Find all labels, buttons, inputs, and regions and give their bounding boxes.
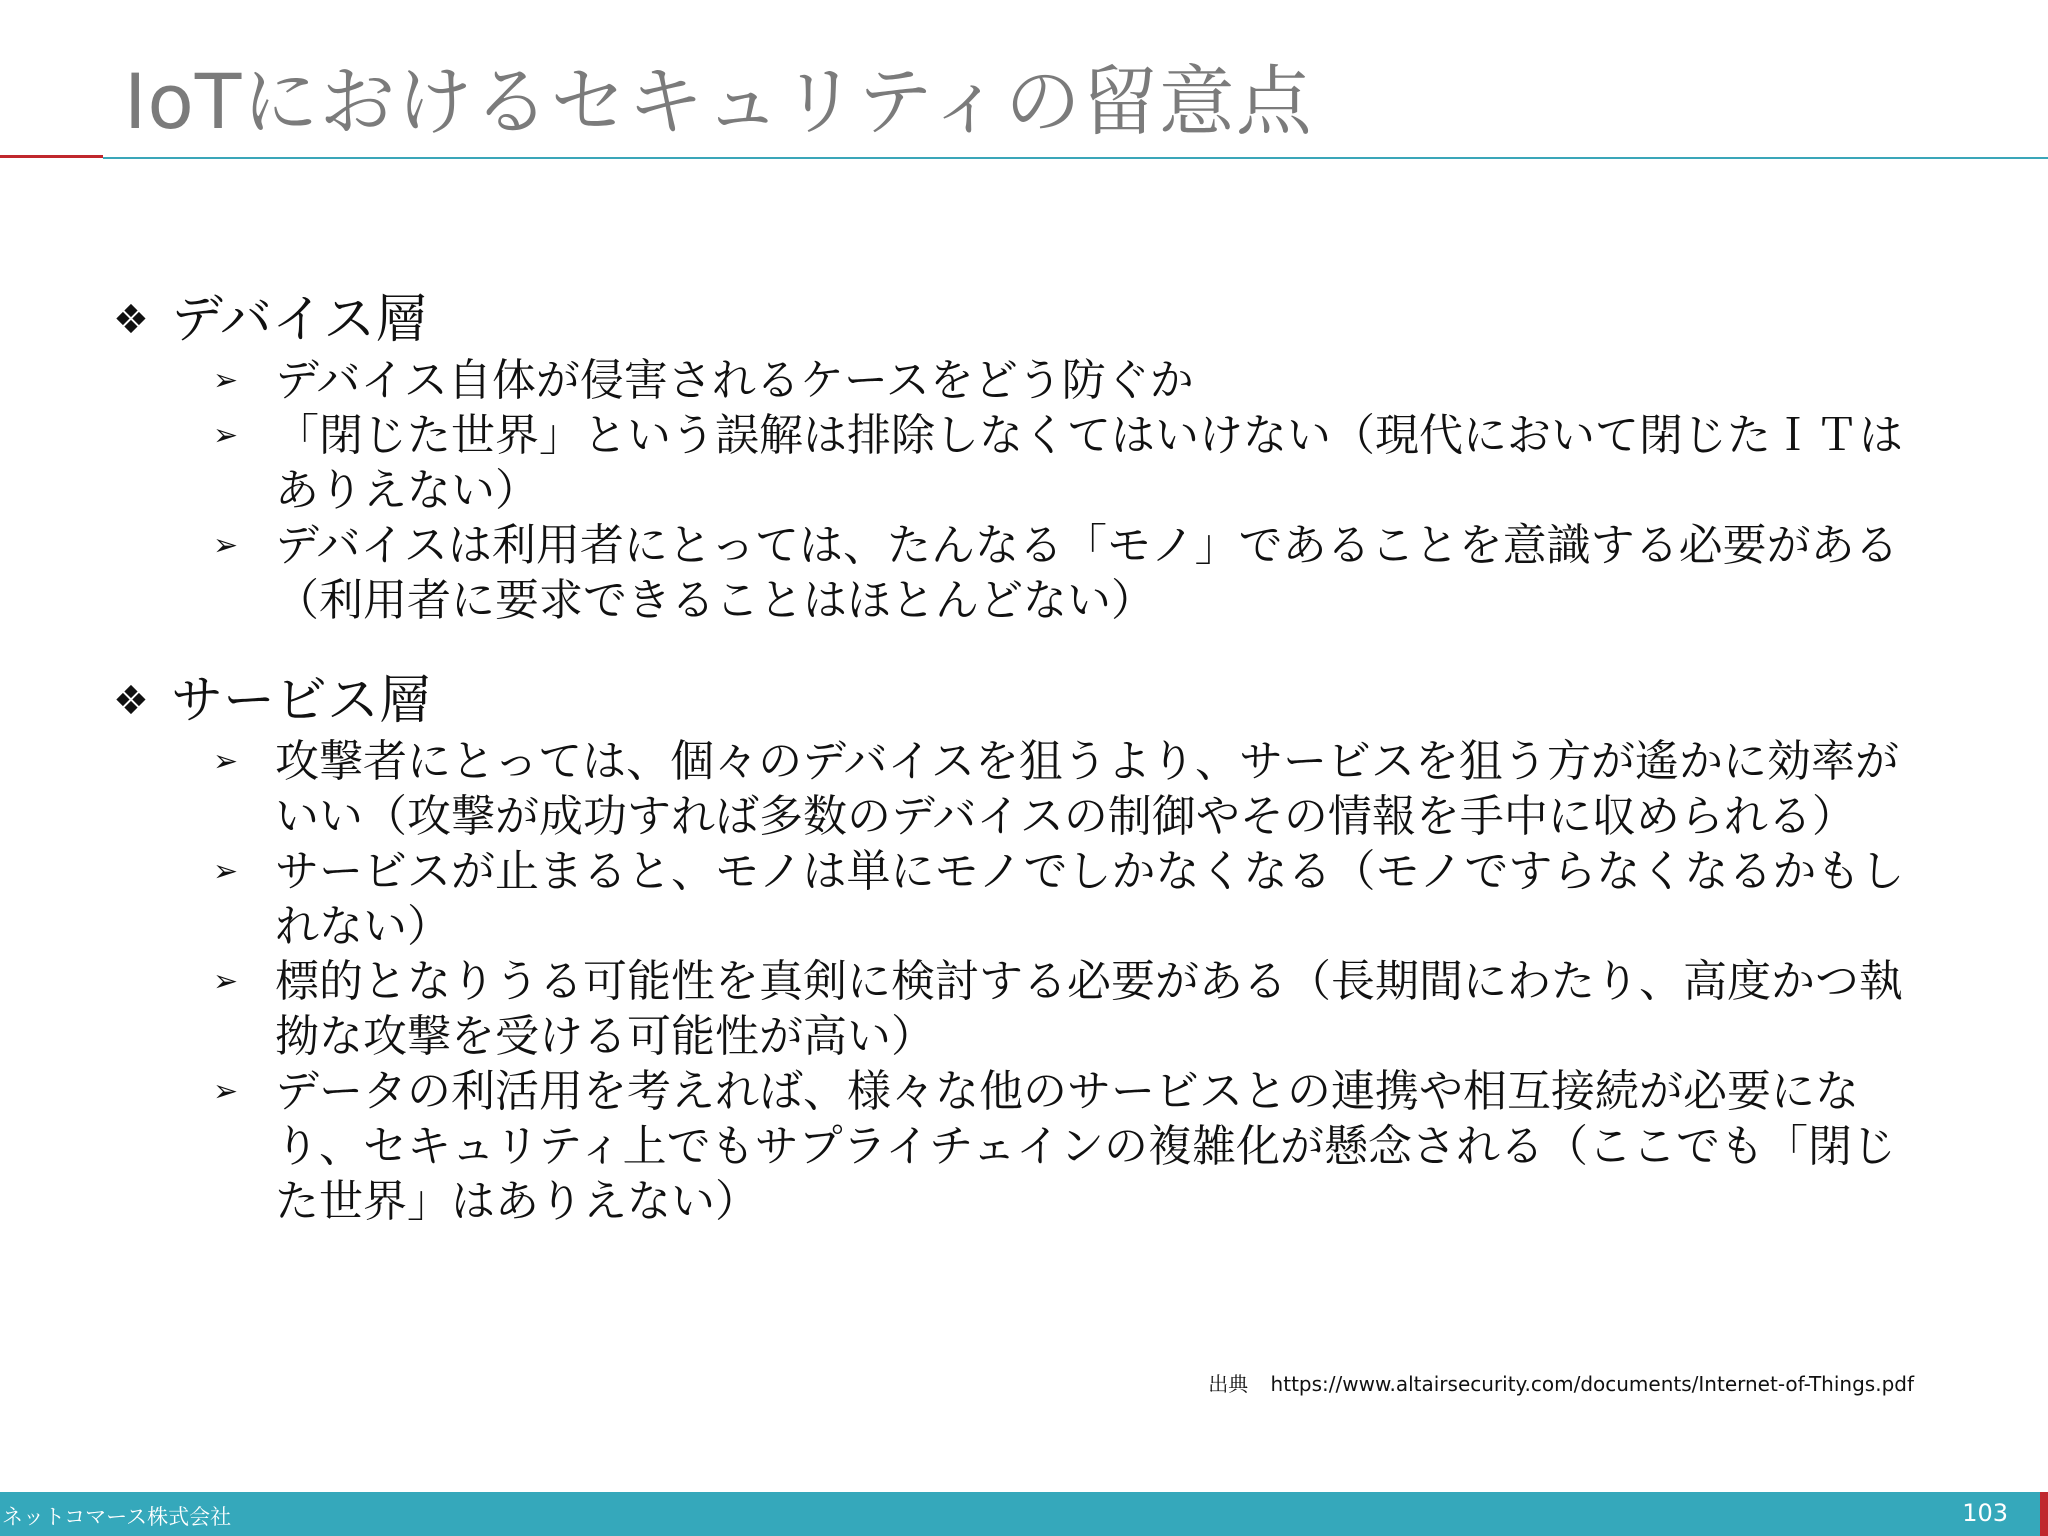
section-device-layer bbox=[113, 287, 1923, 628]
arrow-bullet-icon: ➢ bbox=[213, 1074, 239, 1109]
list-item bbox=[213, 954, 1923, 1064]
arrow-bullet-icon: ➢ bbox=[213, 528, 239, 563]
section-service-layer bbox=[113, 668, 1923, 1229]
slide-content bbox=[113, 287, 1923, 1229]
footer-accent bbox=[2040, 1492, 2048, 1536]
list-item bbox=[213, 408, 1923, 518]
title-rule-accent bbox=[0, 155, 103, 158]
bullet-text: 標的となりうる可能性を真剣に検討する必要がある（長期間にわたり、高度かつ執拗な攻撃を受ける可能性が高い） bbox=[275, 956, 1903, 1062]
section-heading bbox=[113, 287, 1923, 353]
arrow-bullet-icon: ➢ bbox=[213, 964, 239, 999]
section-heading-text: サービス層 bbox=[171, 671, 432, 731]
arrow-bullet-icon: ➢ bbox=[213, 418, 239, 453]
bullet-text: サービスが止まると、モノは単にモノでしかなくなる（モノですらなくなるかもしれない） bbox=[275, 846, 1905, 952]
list-item bbox=[213, 734, 1923, 844]
diamond-bullet-icon: ❖ bbox=[113, 678, 149, 724]
bullet-text: 「閉じた世界」という誤解は排除しなくてはいけない（現代において閉じたＩＴはありえない） bbox=[275, 410, 1903, 516]
arrow-bullet-icon: ➢ bbox=[213, 363, 239, 398]
title-rule bbox=[103, 157, 2048, 159]
diamond-bullet-icon: ❖ bbox=[113, 297, 149, 343]
footer-bar bbox=[0, 1492, 2048, 1536]
bullet-text: デバイスは利用者にとっては、たんなる「モノ」であることを意識する必要がある（利用者に要求できることはほとんどない） bbox=[275, 520, 1899, 626]
page-number: 103 bbox=[1962, 1499, 2008, 1527]
bullet-text: 攻撃者にとっては、個々のデバイスを狙うより、サービスを狙う方が遙かに効率がいい（攻撃が成功すれば多数のデバイスの制御やその情報を手中に収められる） bbox=[275, 736, 1900, 842]
source-citation bbox=[1208, 1368, 1914, 1397]
arrow-bullet-icon: ➢ bbox=[213, 744, 239, 779]
bullet-list bbox=[113, 734, 1923, 1229]
slide-title: IoTにおけるセキュリティの留意点 bbox=[124, 57, 1313, 146]
list-item bbox=[213, 844, 1923, 954]
list-item bbox=[213, 353, 1923, 408]
bullet-list bbox=[113, 353, 1923, 628]
bullet-text: デバイス自体が侵害されるケースをどう防ぐか bbox=[275, 355, 1194, 406]
bullet-text: データの利活用を考えれば、様々な他のサービスとの連携や相互接続が必要になり、セキュリティ上でもサプライチェインの複雑化が懸念される（ここでも「閉じた世界」はありえない） bbox=[275, 1066, 1896, 1227]
section-heading-text: デバイス層 bbox=[171, 290, 428, 350]
source-label: 出典 bbox=[1208, 1372, 1249, 1396]
arrow-bullet-icon: ➢ bbox=[213, 854, 239, 889]
list-item bbox=[213, 518, 1923, 628]
footer-company-name: ネットコマース株式会社 bbox=[2, 1505, 232, 1529]
section-heading bbox=[113, 668, 1923, 734]
source-url: https://www.altairsecurity.com/documents/Internet-of-Things.pdf bbox=[1270, 1372, 1914, 1396]
list-item bbox=[213, 1064, 1923, 1229]
